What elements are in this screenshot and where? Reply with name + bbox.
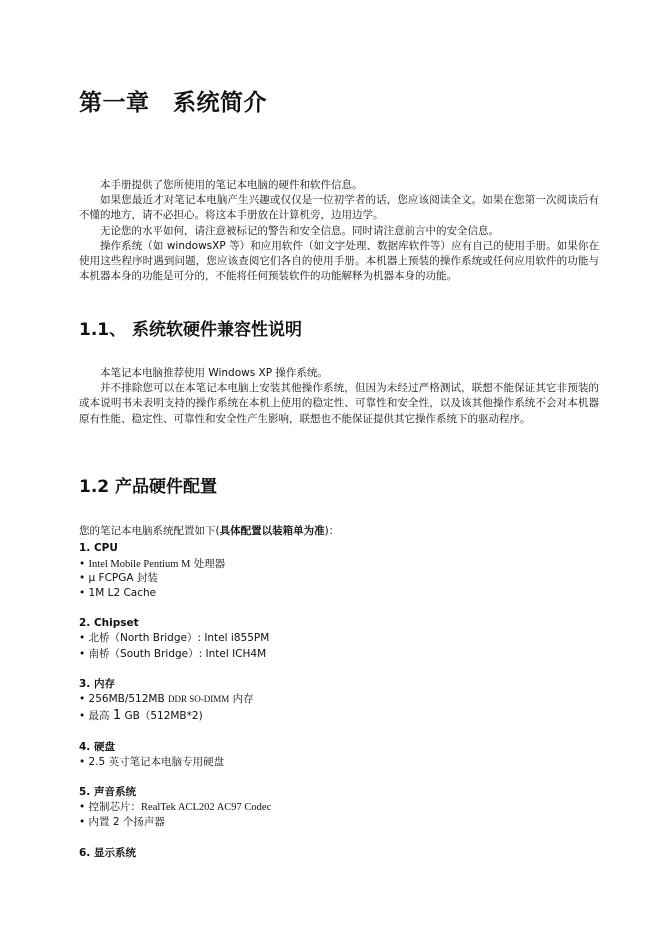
bullet: • [79, 558, 89, 570]
intro-paragraph: 操作系统（如 windowsXP 等）和应用软件（如文字处理、数据库软件等）应有自己的使用手册。如果你在使用这些程序时遇到问题，您应该查阅它们各自的使用手册。本机器上预装的操作系统或任何应用软件的功能与本机器本身的功能是可分的，不能将任何预装软件的功能解释为机器本身的功能。 [79, 239, 599, 283]
audio-chip-label: • 控制芯片： [79, 801, 142, 813]
chapter-title: 第一章 系统简介 [79, 90, 267, 116]
cpu-item [79, 557, 225, 572]
audio-title: 5. 声音系统 [79, 786, 136, 798]
intro-section [79, 178, 599, 284]
cpu-title: 1. CPU [79, 542, 118, 554]
intro-paragraph: 如果您最近才对笔记本电脑产生兴趣或仅仅是一位初学者的话，您应该阅读全文。如果在您第一次阅读后有不懂的地方，请不必担心。将这本手册放在计算机旁，边用边学。 [79, 194, 599, 222]
chipset-item: • 南桥（South Bridge）: Intel ICH4M [79, 648, 267, 660]
hardware-intro-suffix: )： [324, 525, 340, 537]
memory-item [79, 692, 254, 707]
section-heading-compatibility: 1.1、 系统软硬件兼容性说明 [79, 320, 303, 340]
memory-title: 3. 内存 [79, 678, 115, 690]
hdd-item: • 2.5 英寸笔记本电脑专用硬盘 [79, 756, 225, 768]
memory-type: DDR SO-DIMM [168, 694, 230, 704]
compatibility-paragraph: 并不排除您可以在本笔记本电脑上安装其他操作系统，但因为未经过严格测试，联想不能保证其它非预装的或本说明书未表明支持的操作系统在本机上使用的稳定性、可靠性和安全性，以及该其他操作系统不会对本机器原有性能、稳定性、可靠性和安全性产生影响，联想也不能保证提供其它操作系统下的驱动程序。 [79, 382, 599, 425]
intro-paragraph: 无论您的水平如何，请注意被标记的警告和安全信息。同时请注意前言中的安全信息。 [100, 224, 499, 237]
memory-max-prefix: • 最高 [79, 710, 113, 722]
hardware-intro-prefix: 您的笔记本电脑系统配置如下( [79, 525, 220, 537]
intro-paragraph: 本手册提供了您所使用的笔记本电脑的硬件和软件信息。 [100, 179, 363, 191]
memory-max-value: 1 [112, 708, 122, 723]
audio-chip-model: RealTek ACL202 AC97 Codec [141, 802, 272, 813]
section-heading-hardware: 1.2 产品硬件配置 [79, 477, 218, 497]
chipset-title: 2. Chipset [79, 617, 139, 629]
memory-suffix: 内存 [229, 693, 254, 705]
memory-max-suffix: GB（512MB*2) [121, 710, 203, 722]
chipset-item: • 北桥（North Bridge）: Intel i855PM [79, 632, 270, 644]
display-title: 6. 显示系统 [79, 847, 136, 859]
audio-item [79, 800, 271, 815]
cpu-suffix: 处理器 [190, 558, 226, 570]
cpu-model: Intel Mobile Pentium M [88, 559, 191, 570]
hardware-intro-note: 具体配置以装箱单为准 [219, 525, 325, 537]
memory-size: • 256MB/512MB [79, 693, 169, 705]
audio-item: • 内置 2 个扬声器 [79, 816, 165, 828]
compatibility-paragraph: 本笔记本电脑推荐使用 Windows XP 操作系统。 [100, 367, 328, 379]
cpu-item: • 1M L2 Cache [79, 587, 157, 599]
cpu-item: • μ FCPGA 封装 [79, 572, 158, 584]
hdd-title: 4. 硬盘 [79, 741, 115, 753]
compatibility-section [79, 366, 599, 427]
memory-item [79, 708, 203, 724]
hardware-intro [79, 524, 339, 539]
